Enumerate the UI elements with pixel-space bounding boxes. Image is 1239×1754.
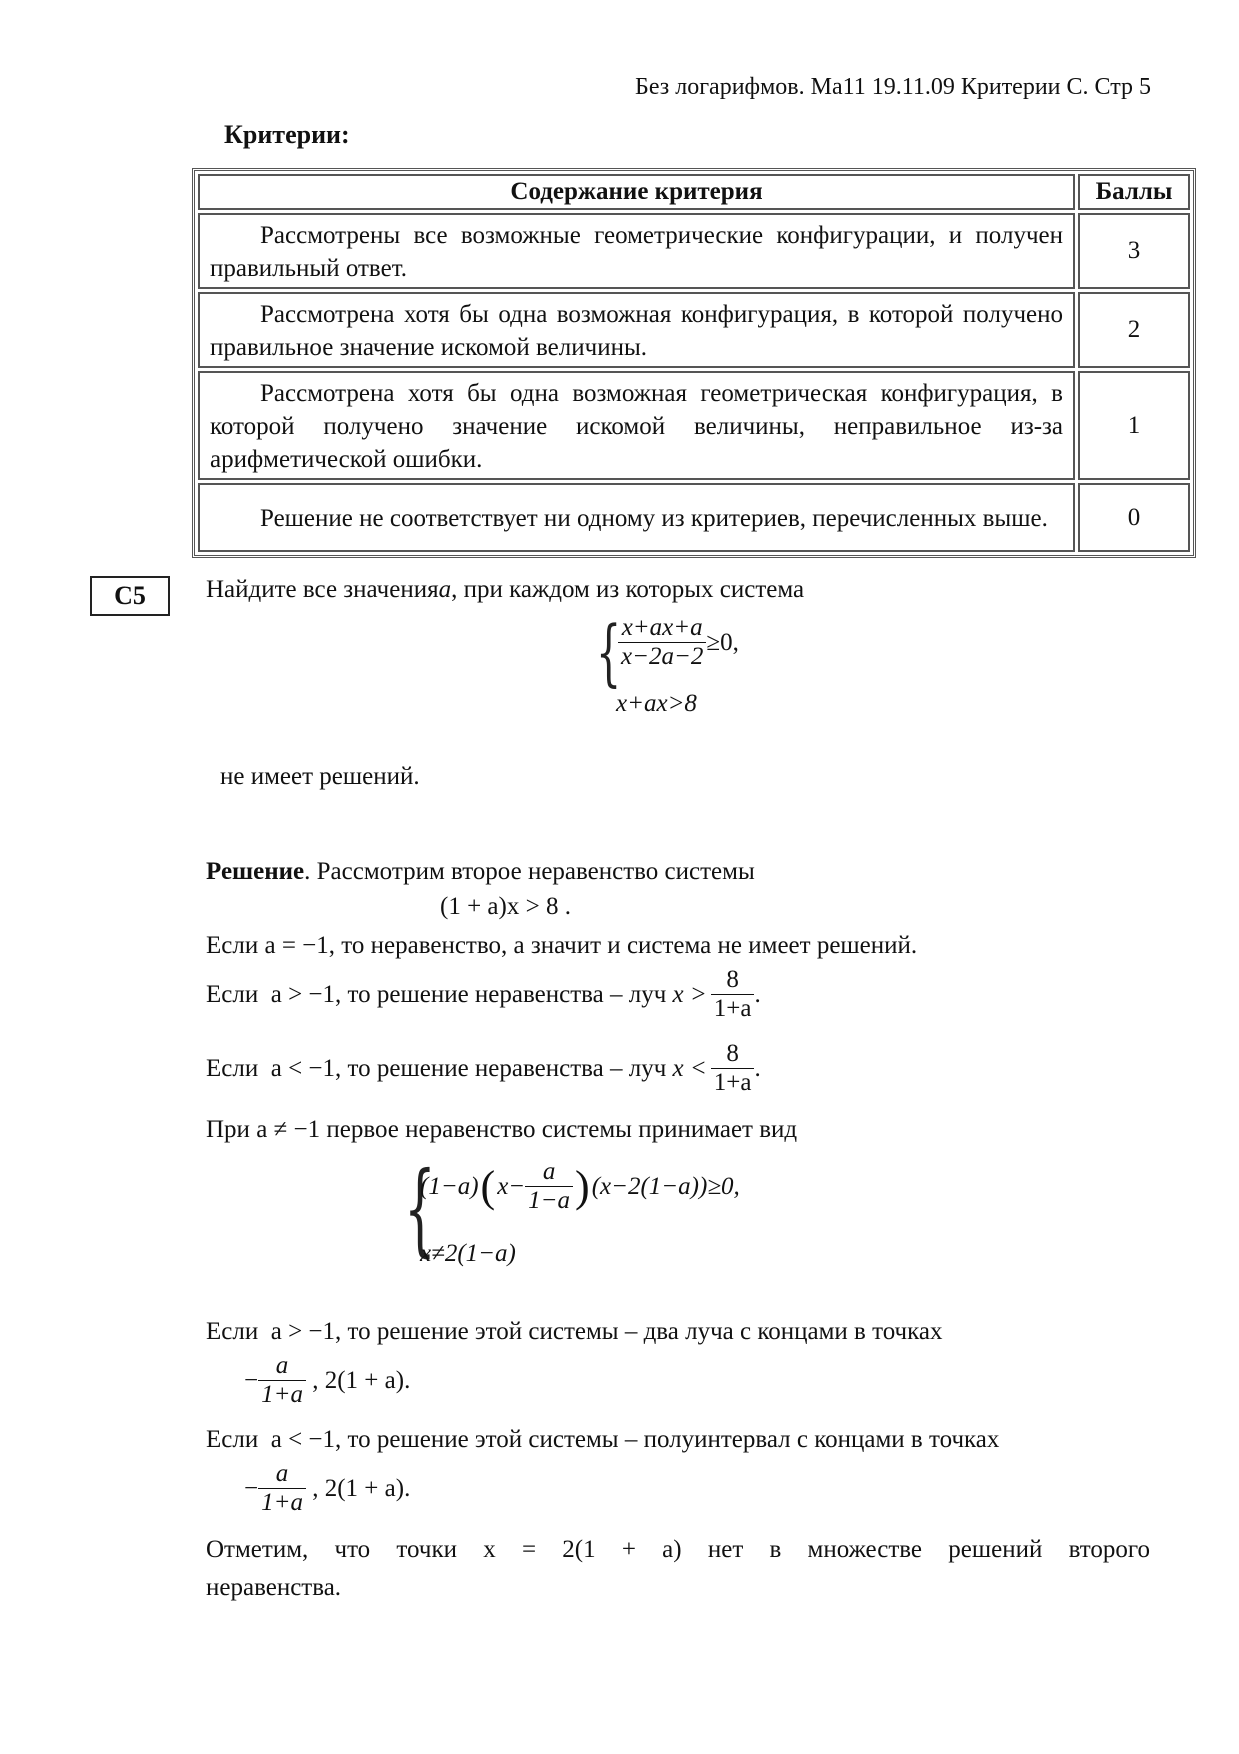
criterion-text: Рассмотрена хотя бы одна возможная геометрическая конфигурация, в которой получено значение искомой величины, неправильное из-за арифметической ошибки. <box>198 371 1075 480</box>
problem-label: C5 <box>90 576 170 616</box>
solution-ineq: (1 + a)x > 8 . <box>440 893 571 920</box>
col-content-header: Содержание критерия <box>198 174 1075 210</box>
case-1: Если a = −1, то неравенство, а значит и система не имеет решений. <box>206 932 918 959</box>
problem-tail: не имеет решений. <box>220 763 420 790</box>
system2-ineq-1: (1−a) ( x− $\frac{a}{1-a}$ ) (x−2(1−a))≥0, <box>420 1158 740 1214</box>
criteria-title: Критерии: <box>224 120 350 149</box>
endpoints-1: − $\frac{a}{1+a}$ , 2(1 + a). <box>244 1352 411 1408</box>
note-line-2: неравенства. <box>206 1574 342 1601</box>
case-2: Если a > −1 , то решение неравенства – луч x > $\frac{8}{1+a}$ . <box>206 966 761 1022</box>
table-row <box>198 213 1190 289</box>
system2-ineq-2: x≠2(1−a) <box>420 1240 516 1267</box>
problem-statement: Найдите все значенияa, при каждом из которых система <box>206 576 805 603</box>
endpoints-2: − $\frac{a}{1+a}$ , 2(1 + a). <box>244 1460 411 1516</box>
criterion-text: Рассмотрена хотя бы одна возможная конфигурация, в которой получено правильное значение искомой величины. <box>198 292 1075 368</box>
note-line-1: Отметим, что точки x = 2(1 + a) нет в множестве решений второго <box>206 1536 1150 1563</box>
criteria-table <box>192 168 1196 558</box>
para-2: Если a < −1, то решение этой системы – полуинтервал с концами в точках <box>206 1426 1000 1453</box>
system-ineq-2: x+ax>8 <box>616 690 697 717</box>
first-ineq-intro: При a ≠ −1 первое неравенство системы принимает вид <box>206 1116 798 1143</box>
criterion-text: Решение не соответствует ни одному из критериев, перечисленных выше. <box>198 483 1075 552</box>
system-brace-2: { <box>404 1150 436 1267</box>
criterion-points: 3 <box>1078 213 1190 289</box>
table-header-row <box>198 174 1190 210</box>
system-brace: { <box>596 610 622 694</box>
table-row <box>198 292 1190 368</box>
table-row <box>198 483 1190 552</box>
system-ineq-1: $\frac{x+ax+a}{x-2a-2}$ ≥0, <box>618 614 739 671</box>
table-row <box>198 371 1190 480</box>
solution-intro: Решение. Рассмотрим второе неравенство системы <box>206 858 755 885</box>
criterion-points: 0 <box>1078 483 1190 552</box>
col-points-header: Баллы <box>1078 174 1190 210</box>
case-3: Если a < −1 , то решение неравенства – луч x < $\frac{8}{1+a}$ . <box>206 1040 761 1096</box>
para-1: Если a > −1, то решение этой системы – два луча с концами в точках <box>206 1318 943 1345</box>
page-header: Без логарифмов. Ма11 19.11.09 Критерии С. Стр 5 <box>635 74 1151 100</box>
criterion-text: Рассмотрены все возможные геометрические конфигурации, и получен правильный ответ. <box>198 213 1075 289</box>
criterion-points: 1 <box>1078 371 1190 480</box>
criterion-points: 2 <box>1078 292 1190 368</box>
